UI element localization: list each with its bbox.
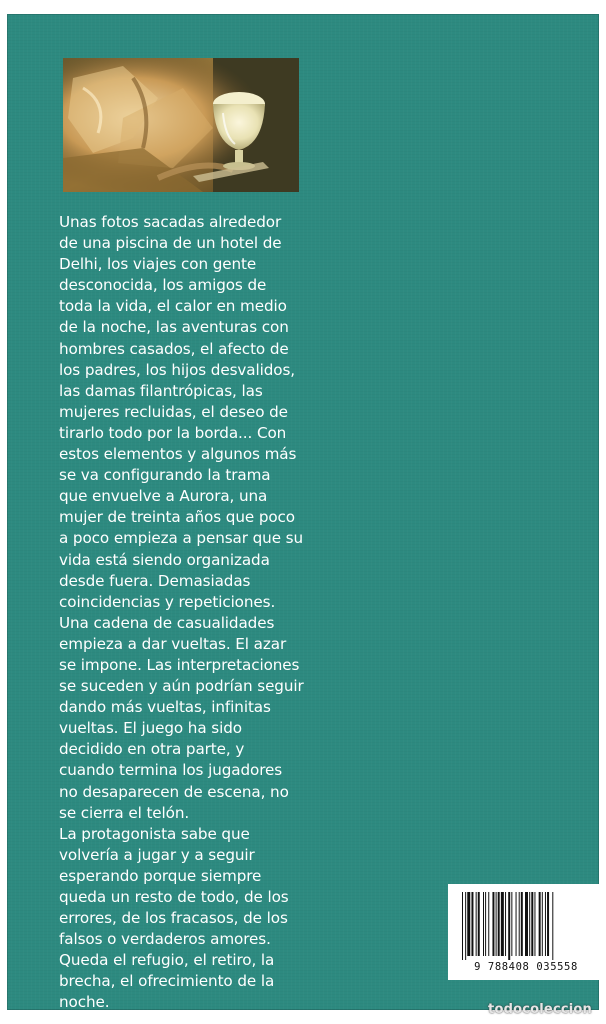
barcode-bar	[471, 892, 473, 956]
barcode-bar	[485, 892, 486, 956]
barcode-bar	[534, 892, 535, 956]
barcode-bar	[519, 892, 520, 956]
synopsis-line: coincidencias y repeticiones.	[59, 592, 276, 611]
barcode-bar	[462, 892, 463, 960]
synopsis-line: se cierra el telón.	[59, 803, 190, 822]
barcode	[448, 884, 604, 980]
synopsis-line: se va configurando la trama	[59, 466, 271, 485]
barcode-bar	[511, 892, 512, 956]
synopsis-line: errores, de los fracasos, de los	[59, 909, 288, 928]
barcode-bar	[483, 892, 484, 956]
barcode-bar	[496, 892, 497, 956]
synopsis-line: volvería a jugar y a seguir	[59, 845, 255, 864]
barcode-bar	[552, 892, 553, 960]
synopsis-line: vida está siendo organizada	[59, 550, 270, 569]
synopsis-line: brecha, el ofrecimiento de la	[59, 972, 275, 991]
barcode-bar	[467, 892, 470, 956]
synopsis-line: queda un resto de todo, de los	[59, 888, 289, 906]
synopsis-line: se suceden y aún podrían seguir	[59, 677, 304, 696]
synopsis-line: falsos o verdaderos amores.	[59, 930, 271, 949]
synopsis-line: a poco empieza a pensar que su	[59, 529, 303, 548]
barcode-bar	[505, 892, 506, 956]
barcode-bar	[492, 892, 494, 956]
synopsis-line: noche.	[59, 993, 110, 1012]
synopsis-line: se impone. Las interpretaciones	[59, 655, 300, 674]
synopsis-line: hombres casados, el afecto de	[59, 339, 289, 358]
synopsis-line: mujer de treinta años que poco	[59, 508, 295, 527]
synopsis-line: cuando termina los jugadores	[59, 761, 283, 780]
watermark-text: todocoleccion	[488, 1002, 592, 1017]
barcode-bar	[516, 892, 517, 956]
barcode-bar	[488, 892, 489, 956]
synopsis-line: mujeres recluidas, el deseo de	[59, 402, 288, 421]
synopsis-line: no desaparecen de escena, no	[59, 782, 289, 801]
synopsis-line: La protagonista sabe que	[59, 824, 250, 843]
barcode-bar	[465, 892, 466, 960]
synopsis-line: decidido en otra parte, y	[59, 740, 245, 759]
barcode-bar	[542, 892, 543, 956]
barcode-bar	[476, 892, 477, 956]
barcode-bar	[508, 892, 510, 960]
synopsis-line: de una piscina de un hotel de	[59, 234, 282, 253]
synopsis-line: los padres, los hijos desvalidos,	[59, 360, 296, 379]
synopsis-line: toda la vida, el calor en medio	[59, 297, 287, 316]
isbn-number: 9 788408 035558	[474, 961, 578, 973]
still-life-painting	[63, 58, 299, 192]
ean-barcode-icon	[448, 884, 604, 964]
synopsis-line: que envuelve a Aurora, una	[59, 487, 268, 506]
barcode-bar	[529, 892, 530, 956]
synopsis-line: empieza a dar vueltas. El azar	[59, 634, 287, 653]
barcode-bar	[545, 892, 546, 956]
synopsis-line: desde fuera. Demasiadas	[59, 571, 251, 590]
synopsis-line: vueltas. El juego ha sido	[59, 719, 242, 738]
synopsis-line: Delhi, los viajes con gente	[59, 255, 257, 274]
synopsis-line: esperando porque siempre	[59, 866, 262, 885]
synopsis-line: tirarlo todo por la borda... Con	[59, 423, 287, 442]
barcode-bar	[521, 892, 523, 956]
barcode-bar	[498, 892, 500, 956]
barcode-bar	[478, 892, 480, 956]
synopsis-line: de la noche, las aventuras con	[59, 318, 289, 337]
barcode-bar	[501, 892, 504, 956]
barcode-bar	[531, 892, 533, 956]
synopsis-line: desconocida, los amigos de	[59, 276, 267, 295]
synopsis-line: dando más vueltas, infinitas	[59, 698, 271, 717]
back-cover	[7, 14, 599, 1010]
synopsis-text	[59, 212, 329, 1014]
synopsis-line: las damas filantrópicas, las	[59, 381, 263, 400]
synopsis-line: Una cadena de casualidades	[59, 613, 275, 632]
synopsis-line: estos elementos y algunos más	[59, 445, 297, 464]
barcode-bar	[539, 892, 541, 956]
synopsis-line: Unas fotos sacadas alrededor	[59, 213, 282, 231]
synopsis-line: Queda el refugio, el retiro, la	[59, 951, 275, 970]
barcode-bar	[547, 892, 549, 956]
barcode-bar	[525, 892, 528, 956]
